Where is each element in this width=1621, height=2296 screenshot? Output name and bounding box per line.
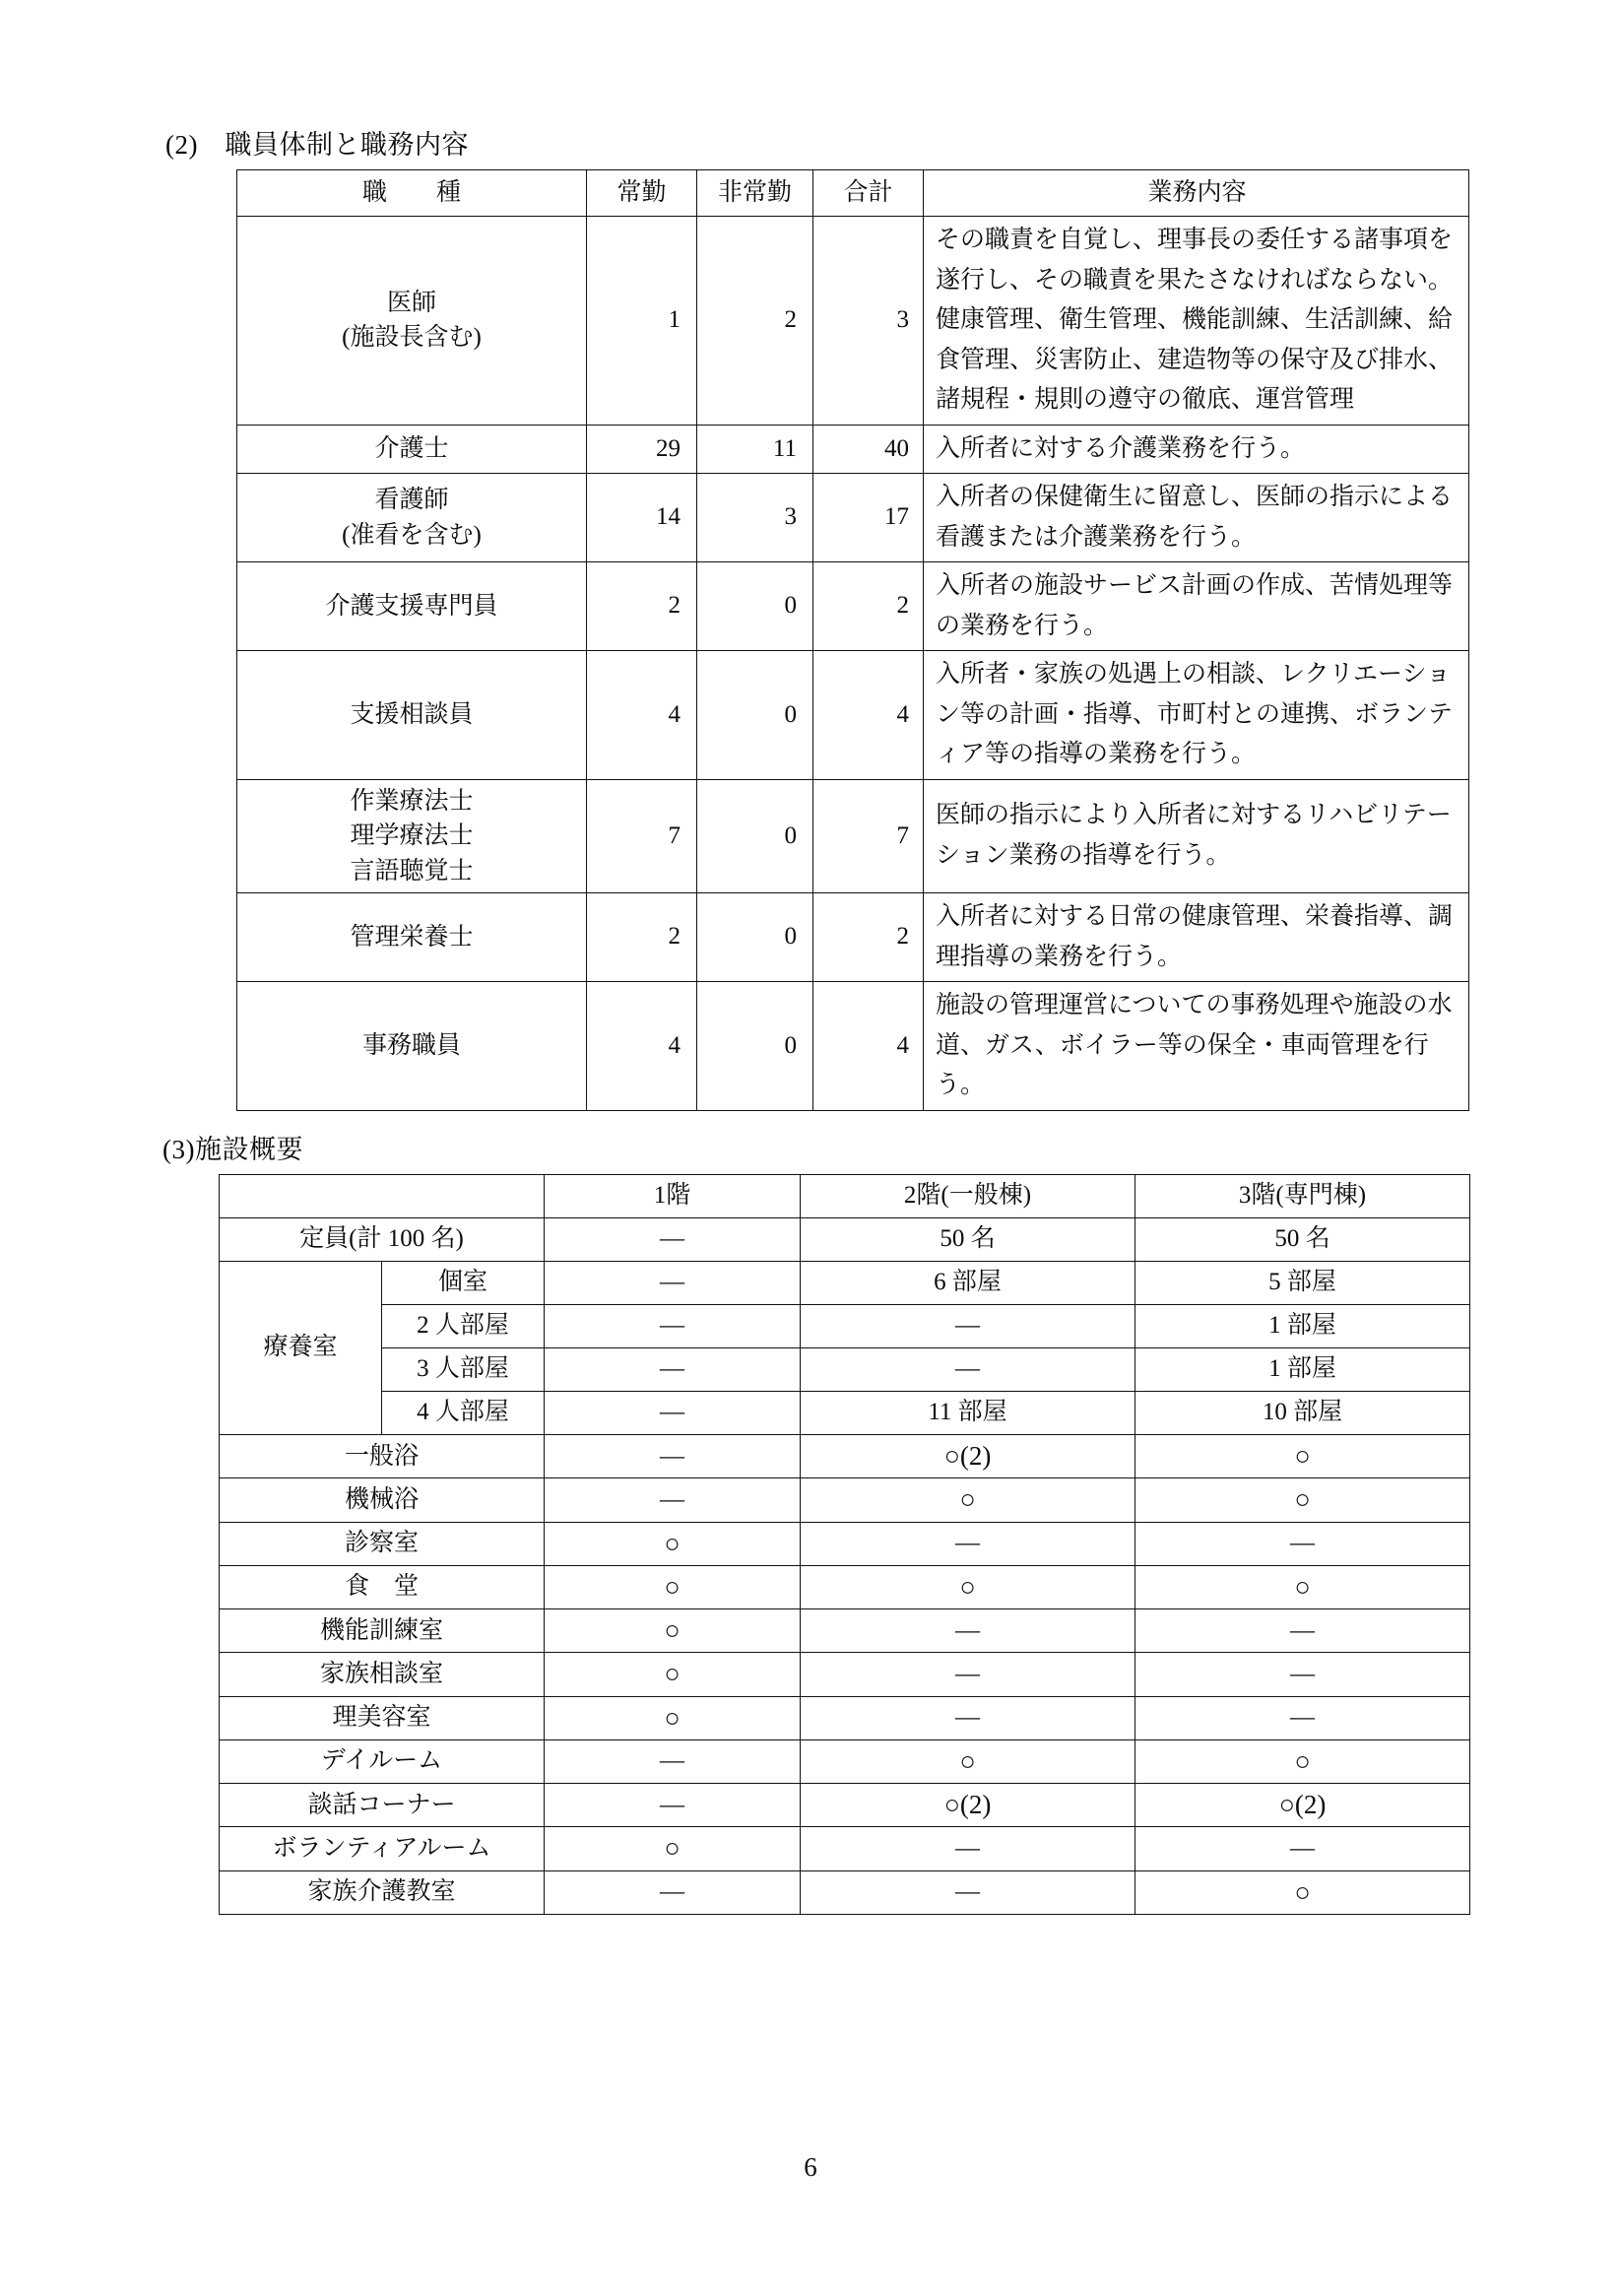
cell-floor-1 bbox=[545, 1305, 801, 1348]
cell-facility-label: ボランティアルーム bbox=[220, 1827, 545, 1870]
header-total: 合計 bbox=[813, 170, 924, 217]
header-job-type: 職 種 bbox=[237, 170, 587, 217]
cell-floor-3 bbox=[1135, 1262, 1470, 1305]
cell-total: 2 bbox=[813, 562, 924, 651]
table-row bbox=[237, 651, 1469, 780]
table-row-facility bbox=[220, 1565, 1470, 1608]
cell-text: — bbox=[660, 1878, 684, 1905]
cell-floor-3 bbox=[1135, 1739, 1470, 1783]
cell-full-time: 14 bbox=[587, 474, 697, 562]
table-row-room bbox=[220, 1262, 1470, 1305]
cell-capacity-label: 定員(計 100 名) bbox=[220, 1218, 545, 1262]
table-row-room bbox=[220, 1305, 1470, 1348]
table-row-facility bbox=[220, 1696, 1470, 1739]
cell-text: 10 部屋 bbox=[1262, 1399, 1343, 1426]
cell-floor-2 bbox=[801, 1696, 1135, 1739]
cell-job-type: 看護師 (准看を含む) bbox=[237, 474, 587, 562]
circle-mark-icon: ○ bbox=[664, 1833, 681, 1864]
header-duties: 業務内容 bbox=[924, 170, 1469, 217]
circle-mark-icon: ○ bbox=[664, 1571, 681, 1602]
cell-text: 50 名 bbox=[1274, 1225, 1330, 1253]
circle-mark-icon: ○(2) bbox=[943, 1790, 992, 1819]
cell-floor-1 bbox=[545, 1609, 801, 1653]
cell-floor-1 bbox=[545, 1348, 801, 1392]
circle-mark-icon: ○ bbox=[1294, 1571, 1311, 1602]
section-heading-staff: (2) 職員体制と職務内容 bbox=[165, 130, 469, 160]
cell-total: 2 bbox=[813, 893, 924, 982]
header-floor-3: 3階(専門棟) bbox=[1135, 1175, 1470, 1218]
cell-text: — bbox=[660, 1485, 684, 1513]
circle-mark-icon: ○ bbox=[959, 1745, 976, 1776]
cell-text: 1 部屋 bbox=[1268, 1355, 1336, 1383]
circle-mark-icon: ○ bbox=[1294, 1484, 1311, 1515]
cell-job-type: 介護士 bbox=[237, 425, 587, 474]
cell-facility-label: 食 堂 bbox=[220, 1565, 545, 1608]
section-heading-facility: (3)施設概要 bbox=[162, 1135, 303, 1164]
cell-floor-3 bbox=[1135, 1565, 1470, 1608]
cell-text: — bbox=[660, 1791, 684, 1818]
cell-floor-2 bbox=[801, 1827, 1135, 1870]
cell-text: 6 部屋 bbox=[934, 1269, 1002, 1296]
cell-total: 4 bbox=[813, 982, 924, 1111]
cell-floor-2 bbox=[801, 1262, 1135, 1305]
circle-mark-icon: ○ bbox=[959, 1484, 976, 1515]
cell-full-time: 29 bbox=[587, 425, 697, 474]
cell-facility-label: 一般浴 bbox=[220, 1435, 545, 1478]
cell-room-subtype: 3 人部屋 bbox=[382, 1348, 545, 1392]
cell-text: — bbox=[660, 1355, 684, 1383]
staff-table bbox=[236, 169, 1469, 1111]
cell-text: — bbox=[955, 1834, 980, 1862]
cell-part-time: 0 bbox=[697, 982, 813, 1111]
page-number: 6 bbox=[804, 2152, 817, 2182]
cell-facility-label: 機能訓練室 bbox=[220, 1609, 545, 1653]
cell-total: 4 bbox=[813, 651, 924, 780]
cell-text: — bbox=[660, 1225, 684, 1253]
circle-mark-icon: ○ bbox=[1294, 1441, 1311, 1471]
cell-job-type: 事務職員 bbox=[237, 982, 587, 1111]
circle-mark-icon: ○(2) bbox=[943, 1441, 992, 1471]
cell-floor-1 bbox=[545, 1435, 801, 1478]
cell-floor-3 bbox=[1135, 1522, 1470, 1565]
cell-part-time: 2 bbox=[697, 217, 813, 426]
cell-text: 50 名 bbox=[940, 1225, 996, 1253]
cell-duties: 施設の管理運営についての事務処理や施設の水道、ガス、ボイラー等の保全・車両管理を行う。 bbox=[924, 982, 1469, 1111]
cell-facility-label: 機械浴 bbox=[220, 1478, 545, 1522]
cell-text: — bbox=[1290, 1530, 1315, 1556]
cell-facility-label: 理美容室 bbox=[220, 1696, 545, 1739]
cell-duties: 入所者に対する介護業務を行う。 bbox=[924, 425, 1469, 474]
cell-full-time: 2 bbox=[587, 893, 697, 982]
cell-floor-2 bbox=[801, 1653, 1135, 1696]
cell-facility-label: 診察室 bbox=[220, 1522, 545, 1565]
cell-part-time: 0 bbox=[697, 562, 813, 651]
cell-floor-3 bbox=[1135, 1653, 1470, 1696]
cell-floor-3 bbox=[1135, 1305, 1470, 1348]
cell-text: — bbox=[955, 1660, 980, 1687]
cell-text: — bbox=[660, 1747, 684, 1775]
cell-text: 11 部屋 bbox=[928, 1399, 1007, 1426]
cell-duties: 入所者の保健衛生に留意し、医師の指示による看護または介護業務を行う。 bbox=[924, 474, 1469, 562]
cell-text: — bbox=[1290, 1704, 1315, 1731]
cell-floor-2 bbox=[801, 1435, 1135, 1478]
cell-total: 17 bbox=[813, 474, 924, 562]
cell-duties: その職責を自覚し、理事長の委任する諸事項を遂行し、その職責を果たさなければならない。健康管理、衛生管理、機能訓練、生活訓練、給食管理、災害防止、建造物等の保守及び排水、諸規程・規則の遵守の徹底、運営管理 bbox=[924, 217, 1469, 426]
cell-text: — bbox=[955, 1530, 980, 1556]
cell-floor-3 bbox=[1135, 1435, 1470, 1478]
cell-full-time: 2 bbox=[587, 562, 697, 651]
cell-floor-3 bbox=[1135, 1218, 1470, 1262]
table-row-facility bbox=[220, 1522, 1470, 1565]
cell-text: — bbox=[955, 1355, 980, 1383]
cell-floor-1 bbox=[545, 1478, 801, 1522]
cell-full-time: 4 bbox=[587, 651, 697, 780]
table-row-facility bbox=[220, 1609, 1470, 1653]
cell-part-time: 0 bbox=[697, 779, 813, 893]
cell-text: — bbox=[1290, 1660, 1315, 1687]
cell-text: — bbox=[660, 1312, 684, 1340]
cell-floor-1 bbox=[545, 1739, 801, 1783]
header-full-time: 常勤 bbox=[587, 170, 697, 217]
cell-part-time: 11 bbox=[697, 425, 813, 474]
cell-text: — bbox=[1290, 1616, 1315, 1644]
cell-duties: 入所者の施設サービス計画の作成、苦情処理等の業務を行う。 bbox=[924, 562, 1469, 651]
cell-duties: 入所者に対する日常の健康管理、栄養指導、調理指導の業務を行う。 bbox=[924, 893, 1469, 982]
cell-floor-1 bbox=[545, 1827, 801, 1870]
cell-floor-2 bbox=[801, 1522, 1135, 1565]
table-row-facility bbox=[220, 1478, 1470, 1522]
cell-floor-2 bbox=[801, 1784, 1135, 1827]
cell-text: 1 部屋 bbox=[1268, 1312, 1336, 1340]
cell-floor-3 bbox=[1135, 1478, 1470, 1522]
cell-text: — bbox=[1290, 1834, 1315, 1862]
cell-total: 7 bbox=[813, 779, 924, 893]
cell-floor-3 bbox=[1135, 1784, 1470, 1827]
table-row-capacity bbox=[220, 1218, 1470, 1262]
table-row-facility bbox=[220, 1739, 1470, 1783]
cell-text: — bbox=[955, 1878, 980, 1905]
cell-room-subtype: 4 人部屋 bbox=[382, 1392, 545, 1435]
header-facility-blank bbox=[220, 1175, 545, 1218]
cell-job-type: 医師 (施設長含む) bbox=[237, 217, 587, 426]
cell-floor-3 bbox=[1135, 1392, 1470, 1435]
cell-full-time: 1 bbox=[587, 217, 697, 426]
cell-floor-1 bbox=[545, 1522, 801, 1565]
cell-floor-2 bbox=[801, 1870, 1135, 1914]
circle-mark-icon: ○ bbox=[664, 1659, 681, 1689]
cell-text: — bbox=[955, 1616, 980, 1644]
circle-mark-icon: ○ bbox=[664, 1702, 681, 1733]
cell-floor-2 bbox=[801, 1609, 1135, 1653]
cell-floor-3 bbox=[1135, 1870, 1470, 1914]
cell-floor-3 bbox=[1135, 1348, 1470, 1392]
cell-floor-1 bbox=[545, 1784, 801, 1827]
cell-job-type: 支援相談員 bbox=[237, 651, 587, 780]
cell-full-time: 7 bbox=[587, 779, 697, 893]
cell-job-type: 作業療法士 理学療法士 言語聴覚士 bbox=[237, 779, 587, 893]
cell-floor-1 bbox=[545, 1218, 801, 1262]
circle-mark-icon: ○ bbox=[664, 1528, 681, 1558]
table-row bbox=[237, 425, 1469, 474]
cell-duties: 入所者・家族の処遇上の相談、レクリエーション等の計画・指導、市町村との連携、ボランティア等の指導の業務を行う。 bbox=[924, 651, 1469, 780]
cell-part-time: 3 bbox=[697, 474, 813, 562]
cell-room-subtype: 2 人部屋 bbox=[382, 1305, 545, 1348]
circle-mark-icon: ○(2) bbox=[1278, 1790, 1327, 1819]
table-row-room bbox=[220, 1392, 1470, 1435]
cell-full-time: 4 bbox=[587, 982, 697, 1111]
cell-facility-label: 家族相談室 bbox=[220, 1653, 545, 1696]
cell-floor-3 bbox=[1135, 1696, 1470, 1739]
cell-text: — bbox=[660, 1442, 684, 1470]
cell-floor-2 bbox=[801, 1392, 1135, 1435]
cell-text: 5 部屋 bbox=[1268, 1269, 1336, 1296]
table-row-facility bbox=[220, 1870, 1470, 1914]
cell-floor-2 bbox=[801, 1565, 1135, 1608]
facility-table bbox=[219, 1174, 1470, 1915]
table-row bbox=[237, 217, 1469, 426]
cell-part-time: 0 bbox=[697, 651, 813, 780]
cell-floor-3 bbox=[1135, 1609, 1470, 1653]
circle-mark-icon: ○ bbox=[664, 1615, 681, 1645]
table-row bbox=[237, 779, 1469, 893]
cell-text: — bbox=[955, 1704, 980, 1731]
cell-total: 3 bbox=[813, 217, 924, 426]
cell-floor-1 bbox=[545, 1653, 801, 1696]
cell-text: — bbox=[660, 1269, 684, 1296]
table-row-facility bbox=[220, 1784, 1470, 1827]
cell-room-group-label: 療養室 bbox=[220, 1262, 382, 1435]
cell-room-subtype: 個室 bbox=[382, 1262, 545, 1305]
cell-job-type: 介護支援専門員 bbox=[237, 562, 587, 651]
cell-floor-1 bbox=[545, 1870, 801, 1914]
table-row-facility bbox=[220, 1827, 1470, 1870]
cell-facility-label: 談話コーナー bbox=[220, 1784, 545, 1827]
circle-mark-icon: ○ bbox=[1294, 1876, 1311, 1907]
table-row-room bbox=[220, 1348, 1470, 1392]
table-row-facility bbox=[220, 1653, 1470, 1696]
header-floor-1: 1階 bbox=[545, 1175, 801, 1218]
cell-duties: 医師の指示により入所者に対するリハビリテーション業務の指導を行う。 bbox=[924, 779, 1469, 893]
facility-table-header-row bbox=[220, 1175, 1470, 1218]
table-row bbox=[237, 474, 1469, 562]
header-floor-2: 2階(一般棟) bbox=[801, 1175, 1135, 1218]
cell-floor-1 bbox=[545, 1262, 801, 1305]
cell-facility-label: 家族介護教室 bbox=[220, 1870, 545, 1914]
cell-total: 40 bbox=[813, 425, 924, 474]
cell-facility-label: デイルーム bbox=[220, 1739, 545, 1783]
cell-floor-2 bbox=[801, 1305, 1135, 1348]
cell-floor-2 bbox=[801, 1348, 1135, 1392]
cell-floor-2 bbox=[801, 1478, 1135, 1522]
circle-mark-icon: ○ bbox=[1294, 1745, 1311, 1776]
cell-floor-1 bbox=[545, 1392, 801, 1435]
table-row-facility bbox=[220, 1435, 1470, 1478]
table-row bbox=[237, 893, 1469, 982]
cell-floor-1 bbox=[545, 1696, 801, 1739]
cell-floor-2 bbox=[801, 1739, 1135, 1783]
cell-part-time: 0 bbox=[697, 893, 813, 982]
cell-text: — bbox=[955, 1312, 980, 1340]
staff-table-header-row bbox=[237, 170, 1469, 217]
table-row bbox=[237, 562, 1469, 651]
cell-floor-1 bbox=[545, 1565, 801, 1608]
table-row bbox=[237, 982, 1469, 1111]
cell-floor-3 bbox=[1135, 1827, 1470, 1870]
cell-floor-2 bbox=[801, 1218, 1135, 1262]
cell-job-type: 管理栄養士 bbox=[237, 893, 587, 982]
circle-mark-icon: ○ bbox=[959, 1571, 976, 1602]
header-part-time: 非常勤 bbox=[697, 170, 813, 217]
cell-text: — bbox=[660, 1399, 684, 1426]
